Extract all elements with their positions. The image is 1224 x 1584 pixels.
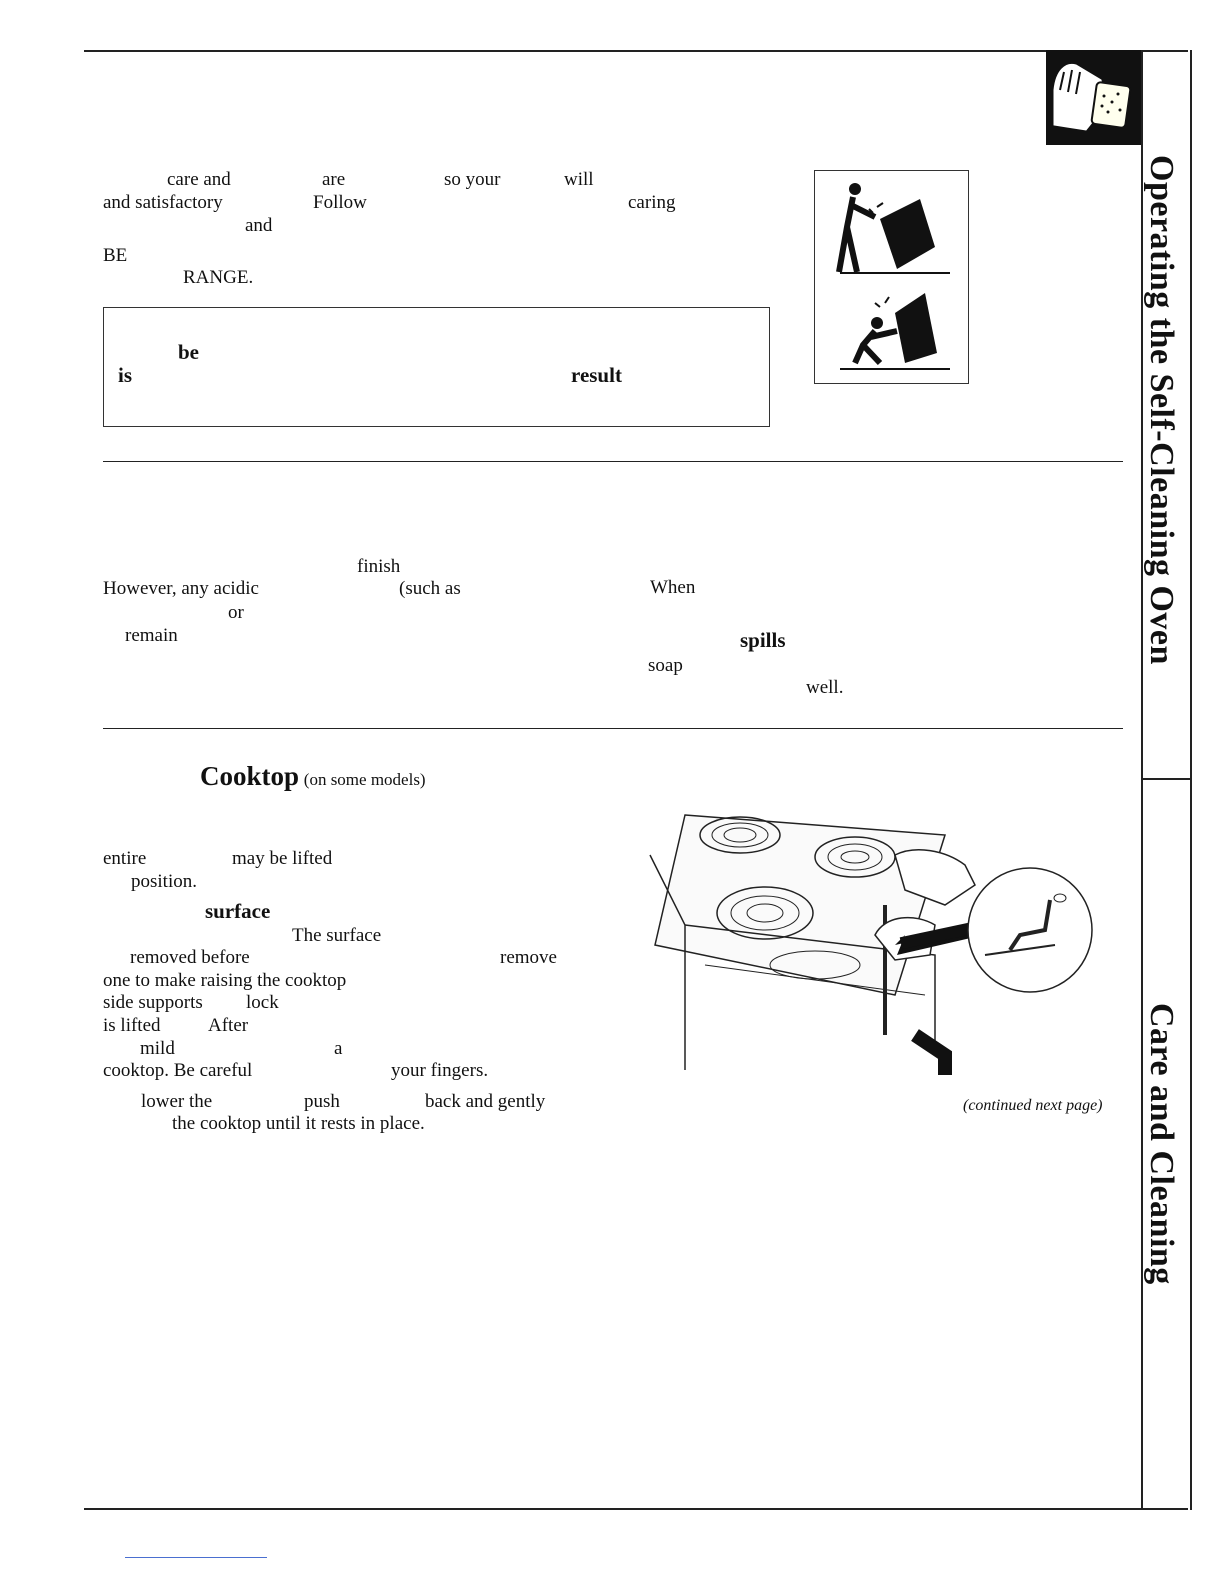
- cooktop-word: back and gently: [425, 1091, 546, 1112]
- porcelain-word: finish: [357, 556, 401, 577]
- warning-box: [103, 307, 770, 427]
- cooktop-word: may be lifted: [232, 848, 333, 869]
- cooktop-word: a: [334, 1038, 343, 1059]
- cooktop-word: remove: [500, 947, 557, 968]
- person-tipping-range-icon: [825, 177, 955, 277]
- porcelain-word: or: [228, 602, 244, 623]
- footer-link-underline[interactable]: [125, 1557, 267, 1558]
- warning-word: is: [118, 363, 133, 387]
- porcelain-word: spills: [740, 628, 786, 652]
- intro-word: and: [245, 215, 273, 236]
- cooktop-word: cooktop. Be careful: [103, 1060, 253, 1081]
- cooktop-word: surface: [205, 899, 271, 923]
- tab-operating-self-cleaning-oven[interactable]: Operating the Self-Cleaning Oven: [1143, 155, 1180, 665]
- cooktop-word: is lifted: [103, 1015, 161, 1036]
- bottom-rule: [84, 1508, 1188, 1510]
- intro-word: are: [322, 169, 346, 190]
- porcelain-word: well.: [806, 677, 844, 698]
- cooktop-word: position.: [131, 871, 197, 892]
- warning-word: result: [571, 363, 622, 387]
- porcelain-word: remain: [125, 625, 178, 646]
- cooktop-word: your fingers.: [391, 1060, 489, 1081]
- intro-word: RANGE.: [183, 267, 254, 288]
- intro-word: Follow: [313, 192, 367, 213]
- top-rule: [84, 50, 1188, 52]
- warning-word: be: [178, 340, 199, 364]
- cooktop-word: entire: [103, 848, 147, 869]
- cooktop-word: one to make raising the cooktop: [103, 970, 347, 991]
- porcelain-word: soap: [648, 655, 683, 676]
- cooktop-heading-note: (on some models): [303, 770, 426, 789]
- cooktop-word: lock: [246, 992, 279, 1013]
- intro-word: so your: [444, 169, 501, 190]
- section-divider: [103, 461, 1123, 462]
- porcelain-word: When: [650, 577, 696, 598]
- cooktop-word: lower the: [141, 1091, 213, 1112]
- anti-tip-illustration: [814, 170, 969, 384]
- tab-care-and-cleaning[interactable]: Care and Cleaning: [1143, 1003, 1180, 1285]
- hand-wiping-sponge-icon: [1046, 50, 1141, 145]
- intro-word: care and: [167, 169, 231, 190]
- cooktop-word: mild: [140, 1038, 175, 1059]
- cooktop-word: push: [304, 1091, 340, 1112]
- cooktop-heading-title: Cooktop: [200, 761, 300, 791]
- cooktop-word: the cooktop until it rests in place.: [172, 1113, 425, 1134]
- intro-word: and satisfactory: [103, 192, 223, 213]
- continued-note: (continued next page): [963, 1097, 1103, 1114]
- intro-word: caring: [628, 192, 676, 213]
- intro-word: BE: [103, 245, 128, 266]
- porcelain-word: However, any acidic: [103, 578, 259, 599]
- cooktop-word: removed before: [130, 947, 250, 968]
- intro-word: will: [564, 169, 594, 190]
- tab-divider: [1143, 778, 1190, 780]
- cooktop-heading: [200, 763, 426, 790]
- cooktop-lift-illustration: [645, 795, 1095, 1075]
- cooktop-word: After: [208, 1015, 249, 1036]
- section-divider: [103, 728, 1123, 729]
- cooktop-word: side supports: [103, 992, 203, 1013]
- child-climbing-oven-door-icon: [825, 283, 955, 375]
- porcelain-word: (such as: [399, 578, 461, 599]
- cooktop-word: The surface: [292, 925, 382, 946]
